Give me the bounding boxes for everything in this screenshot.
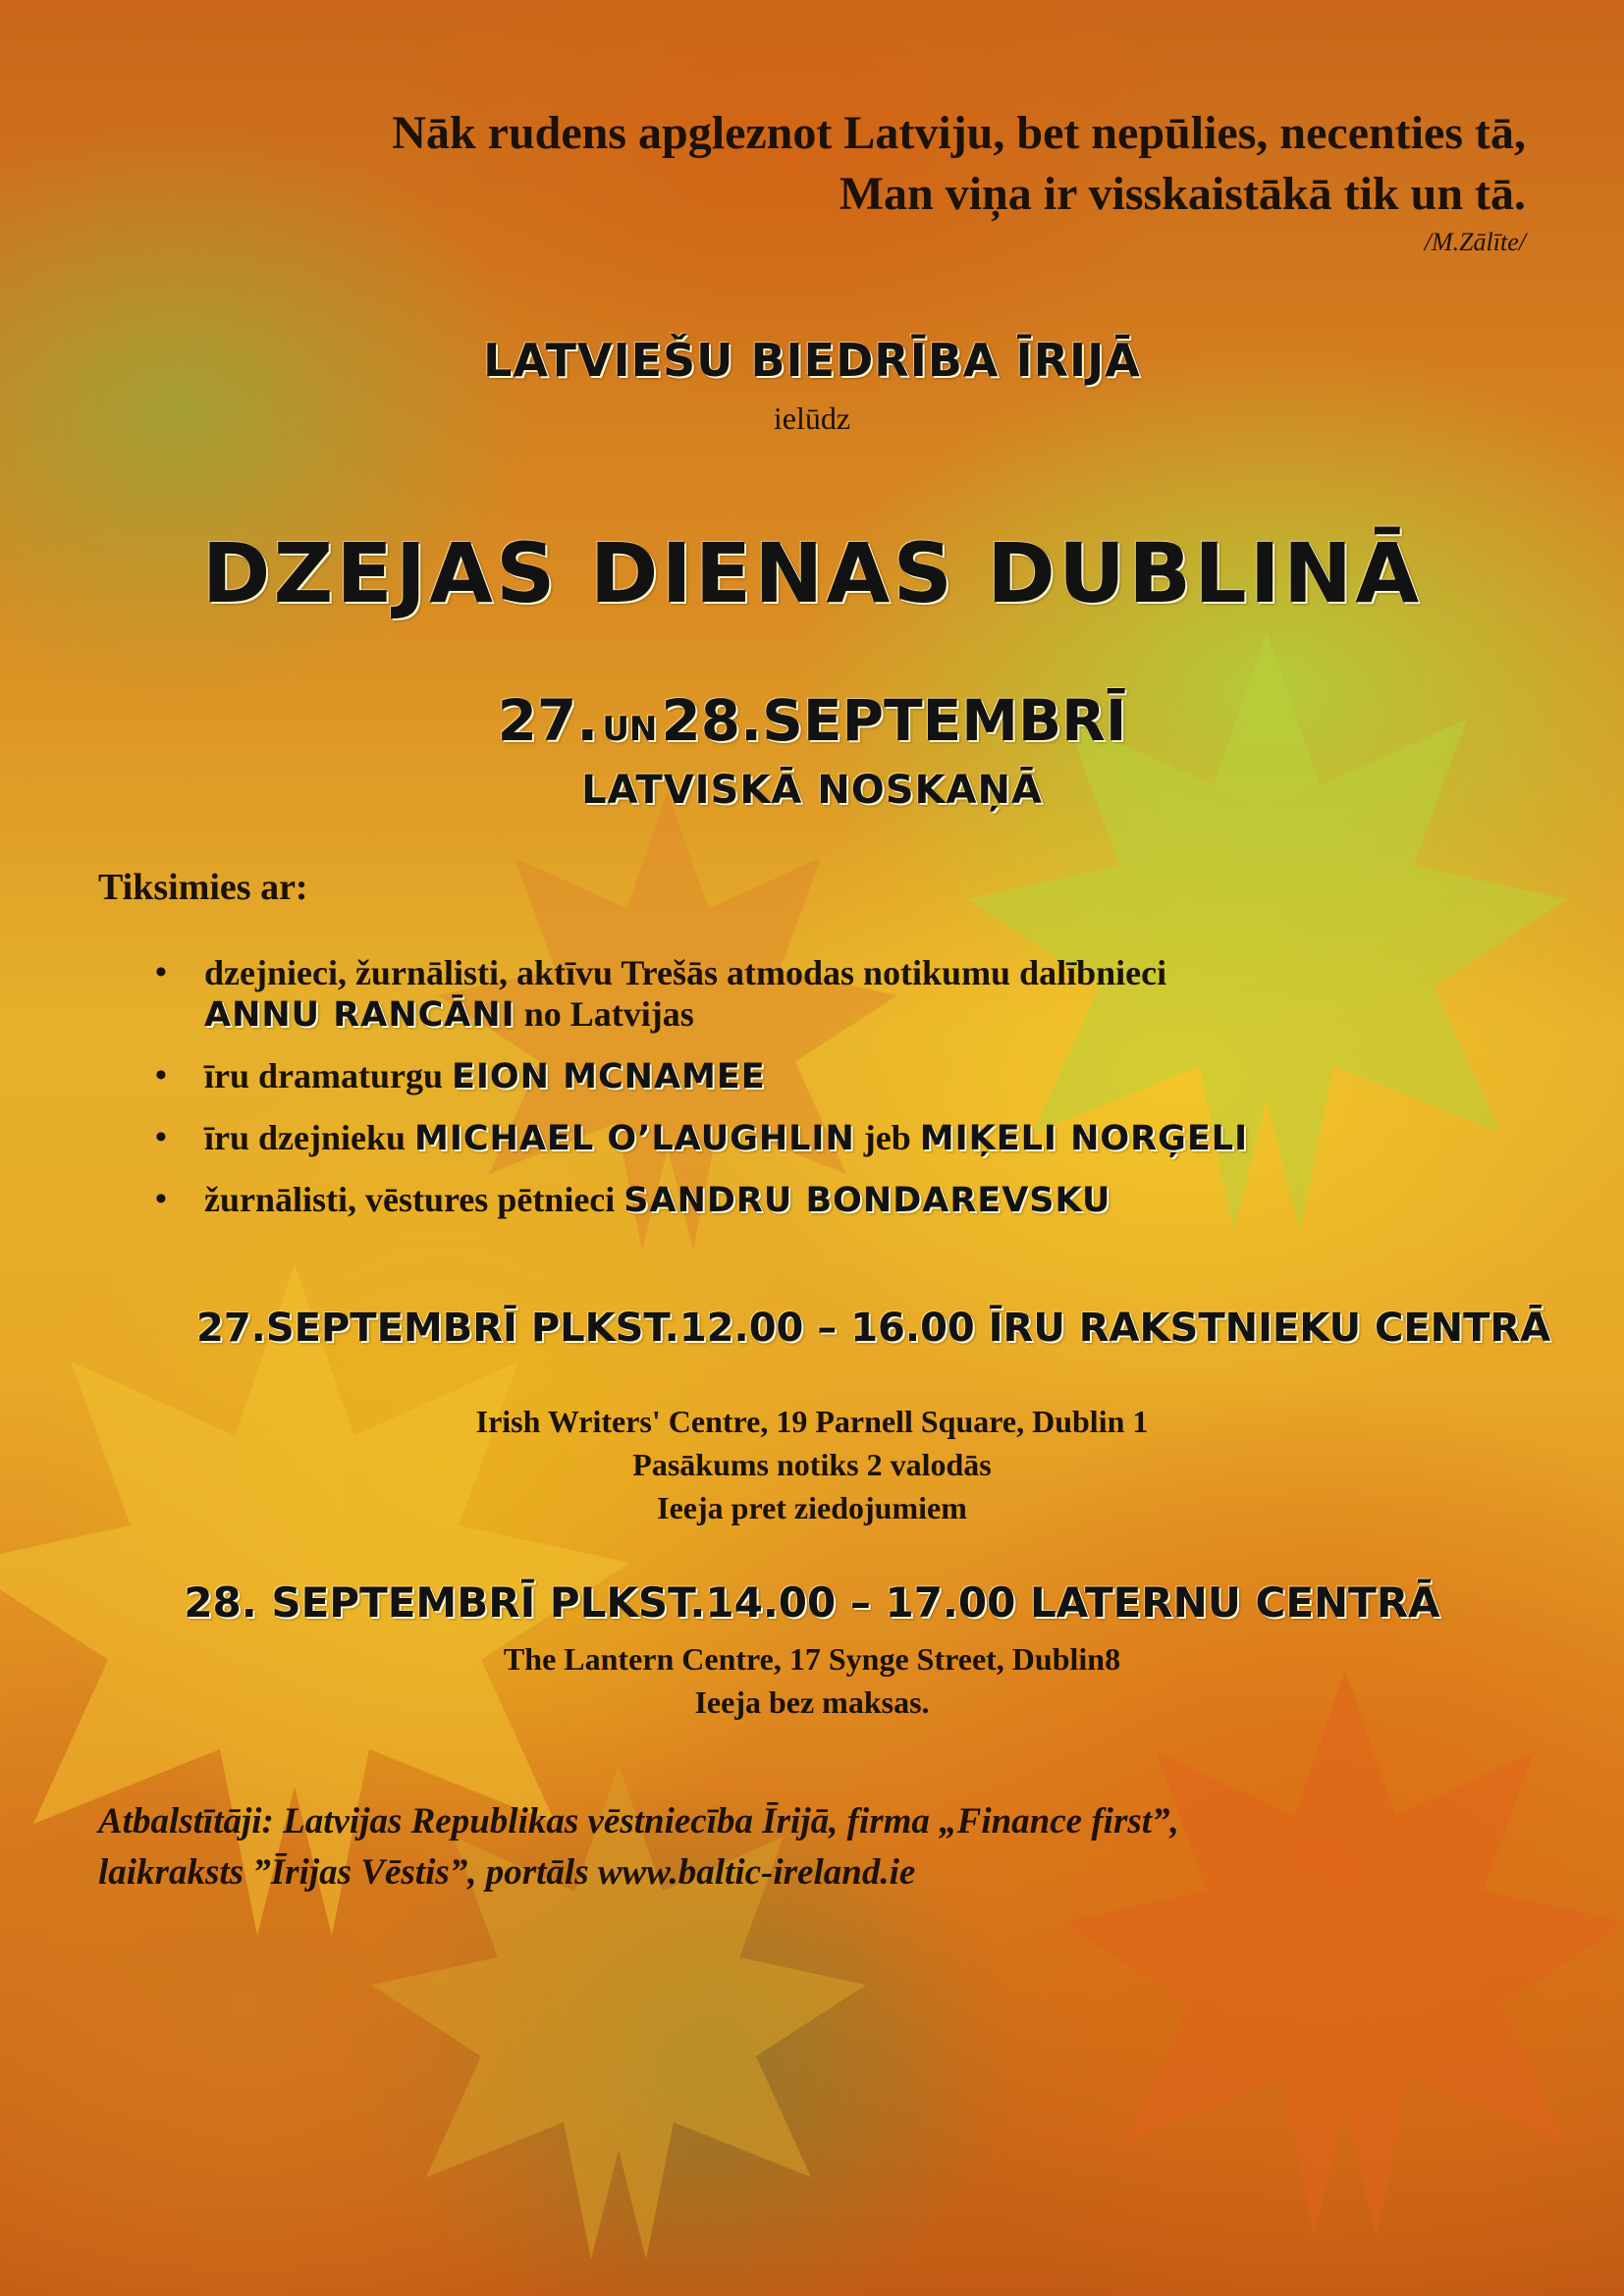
guest-description: īru dzejnieku bbox=[204, 1118, 406, 1157]
supporters-block bbox=[98, 1796, 1532, 1898]
guest-description: dzejnieci, žurnālisti, aktīvu Trešās atmodas notikumu dalībnieci bbox=[204, 953, 1167, 992]
date-second: 28.SEPTEMBRĪ bbox=[661, 687, 1127, 754]
quote-line-2: Man viņa ir visskaistākā tik un tā. bbox=[839, 168, 1526, 220]
bullet-icon: • bbox=[155, 954, 167, 990]
session1-heading: 27.SEPTEMBRĪ PLKST.12.00 – 16.00 ĪRU RAKSTNIEKU CENTRĀ bbox=[196, 1306, 1551, 1351]
bullet-icon: • bbox=[155, 1181, 167, 1217]
list-item bbox=[155, 952, 1579, 1036]
guest-name: EION MCNAMEE bbox=[452, 1057, 766, 1096]
list-item bbox=[155, 1055, 1579, 1097]
session1-language-note: Pasākums notiks 2 valodās bbox=[632, 1447, 992, 1482]
quote-author: /M.Zālīte/ bbox=[1424, 228, 1526, 256]
supporters-line-2: laikraksts ”Īrijas Vēstis”, portāls www.baltic-ireland.ie bbox=[98, 1852, 916, 1893]
guest-name: ANNU RANCĀNI bbox=[204, 995, 515, 1035]
session2-entry-note: Ieeja bez maksas. bbox=[694, 1684, 930, 1720]
meet-heading: Tiksimies ar: bbox=[98, 867, 308, 908]
session1-entry-note: Ieeja pret ziedojumiem bbox=[657, 1490, 967, 1525]
supporters-line-1: Atbalstītāji: Latvijas Republikas vēstniecība Īrijā, firma „Finance first”, bbox=[98, 1801, 1179, 1842]
guest-alias-name: MIĶELI NORĢELI bbox=[919, 1119, 1249, 1158]
event-title: DZEJAS DIENAS DUBLINĀ bbox=[201, 525, 1423, 621]
list-item bbox=[155, 1117, 1579, 1159]
guest-name: SANDRU BONDAREVSKU bbox=[623, 1181, 1111, 1220]
bullet-icon: • bbox=[155, 1119, 167, 1155]
date-first: 27. bbox=[497, 687, 599, 754]
bullet-icon: • bbox=[155, 1057, 167, 1094]
invites-text: ielūdz bbox=[773, 400, 851, 436]
quote-line-1: Nāk rudens apgleznot Latviju, bet nepūlies, necenties tā, bbox=[392, 107, 1526, 159]
guest-alias-conjunction: jeb bbox=[863, 1118, 911, 1157]
list-item bbox=[155, 1179, 1579, 1221]
date-conjunction: UN bbox=[602, 710, 658, 749]
session1-address: Irish Writers' Centre, 19 Parnell Square, Dublin 1 bbox=[475, 1404, 1149, 1439]
guest-description: īru dramaturgu bbox=[204, 1056, 443, 1095]
event-subtitle: LATVISKĀ NOSKAŅĀ bbox=[581, 768, 1043, 813]
event-dates bbox=[0, 687, 1624, 754]
organizer-name: LATVIEŠU BIEDRĪBA ĪRIJĀ bbox=[483, 334, 1141, 387]
guest-origin: no Latvijas bbox=[523, 994, 694, 1034]
guest-list bbox=[155, 952, 1579, 1241]
guest-name: MICHAEL O’LAUGHLIN bbox=[414, 1119, 855, 1158]
session2-address: The Lantern Centre, 17 Synge Street, Dublin8 bbox=[503, 1641, 1121, 1677]
guest-description: žurnālisti, vēstures pētnieci bbox=[204, 1180, 616, 1219]
session2-heading: 28. SEPTEMBRĪ PLKST.14.00 – 17.00 LATERNU CENTRĀ bbox=[184, 1578, 1440, 1627]
